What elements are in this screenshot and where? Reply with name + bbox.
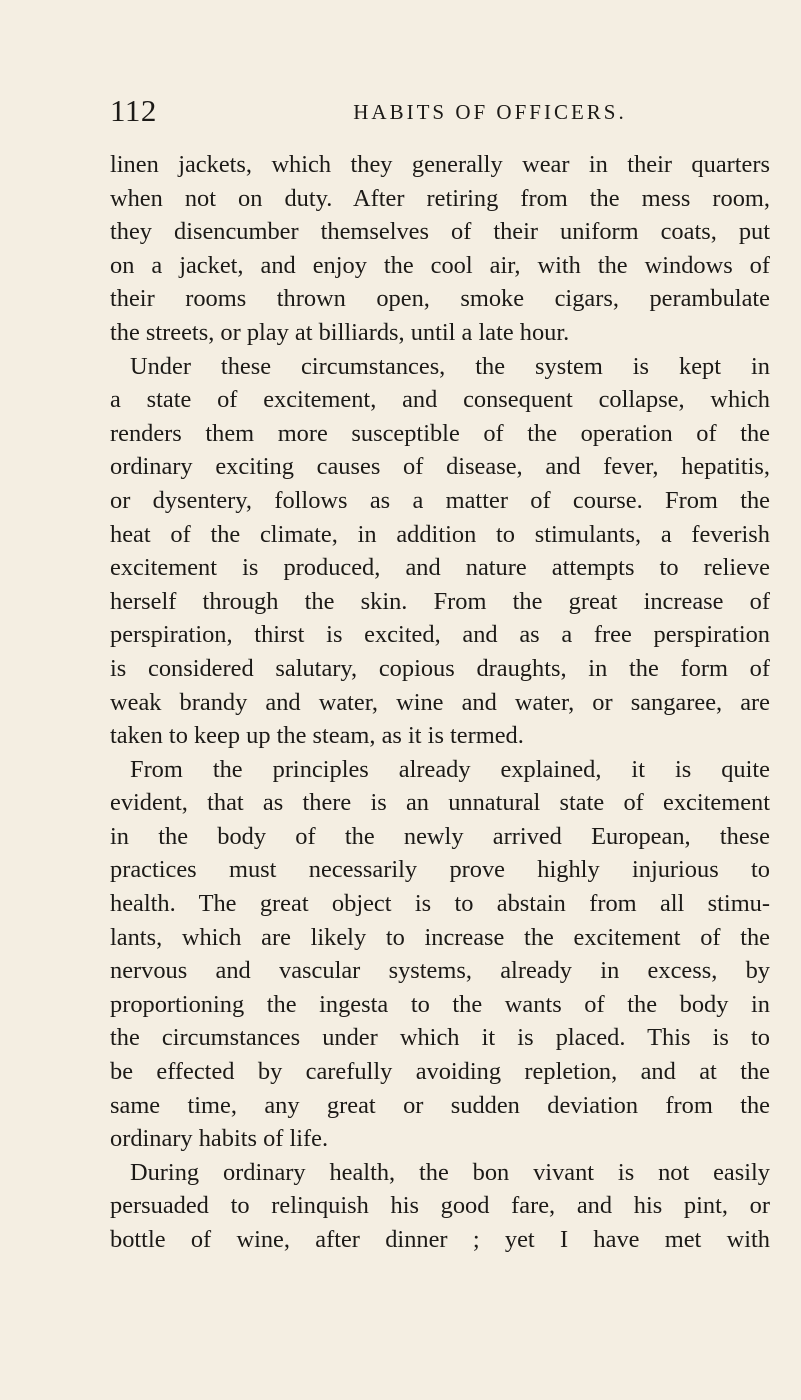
text-line: practices must necessarily prove highly injurious to bbox=[110, 856, 770, 884]
text-line: in the body of the newly arrived European, these bbox=[110, 822, 770, 850]
text-line: when not on duty. After retiring from the mess room, bbox=[110, 184, 770, 212]
page-header bbox=[110, 91, 770, 131]
text-line: linen jackets, which they generally wear in their quarters bbox=[110, 151, 770, 178]
text-line: persuaded to relinquish his good fare, and his pint, or bbox=[110, 1192, 770, 1220]
text-line: health. The great object is to abstain from all stimu- bbox=[110, 890, 770, 918]
text-line: ordinary exciting causes of disease, and fever, hepatitis, bbox=[110, 453, 770, 481]
text-line: on a jacket, and enjoy the cool air, with the windows of bbox=[110, 251, 770, 279]
page-number: 112 bbox=[110, 93, 157, 128]
text-line: Under these circumstances, the system is kept in bbox=[130, 352, 770, 380]
text-line: be effected by carefully avoiding repletion, and at the bbox=[110, 1058, 770, 1086]
text-line: a state of excitement, and consequent collapse, which bbox=[110, 386, 770, 414]
text-line: weak brandy and water, wine and water, or sangaree, are bbox=[110, 688, 770, 716]
text-line: ordinary habits of life. bbox=[110, 1125, 329, 1153]
text-line: evident, that as there is an unnatural state of excitement bbox=[110, 789, 770, 817]
text-line: the circumstances under which it is placed. This is to bbox=[110, 1024, 770, 1052]
body-text bbox=[110, 148, 770, 1257]
text-line: is considered salutary, copious draughts, in the form of bbox=[110, 654, 770, 682]
running-head: HABITS OF OFFICERS. bbox=[353, 100, 627, 124]
text-line: bottle of wine, after dinner ; yet I have met with bbox=[110, 1226, 770, 1253]
text-line: or dysentery, follows as a matter of course. From the bbox=[110, 486, 770, 514]
text-line: taken to keep up the steam, as it is termed. bbox=[110, 722, 524, 750]
text-line: herself through the skin. From the great increase of bbox=[110, 587, 770, 615]
text-line: nervous and vascular systems, already in excess, by bbox=[110, 957, 770, 985]
text-line: renders them more susceptible of the operation of the bbox=[110, 419, 770, 447]
text-line: their rooms thrown open, smoke cigars, perambulate bbox=[110, 285, 770, 313]
text-line: During ordinary health, the bon vivant is not easily bbox=[130, 1158, 770, 1186]
text-line: the streets, or play at billiards, until a late hour. bbox=[110, 318, 570, 346]
text-line: lants, which are likely to increase the excitement of the bbox=[110, 923, 770, 951]
text-line: excitement is produced, and nature attempts to relieve bbox=[110, 554, 770, 582]
text-line: same time, any great or sudden deviation from the bbox=[110, 1091, 770, 1119]
text-line: heat of the climate, in addition to stimulants, a feverish bbox=[110, 520, 770, 548]
text-line: proportioning the ingesta to the wants of the body in bbox=[110, 990, 770, 1018]
text-line: they disencumber themselves of their uniform coats, put bbox=[110, 218, 770, 246]
text-line: perspiration, thirst is excited, and as a free perspiration bbox=[110, 621, 770, 649]
text-line: From the principles already explained, it is quite bbox=[130, 755, 770, 783]
